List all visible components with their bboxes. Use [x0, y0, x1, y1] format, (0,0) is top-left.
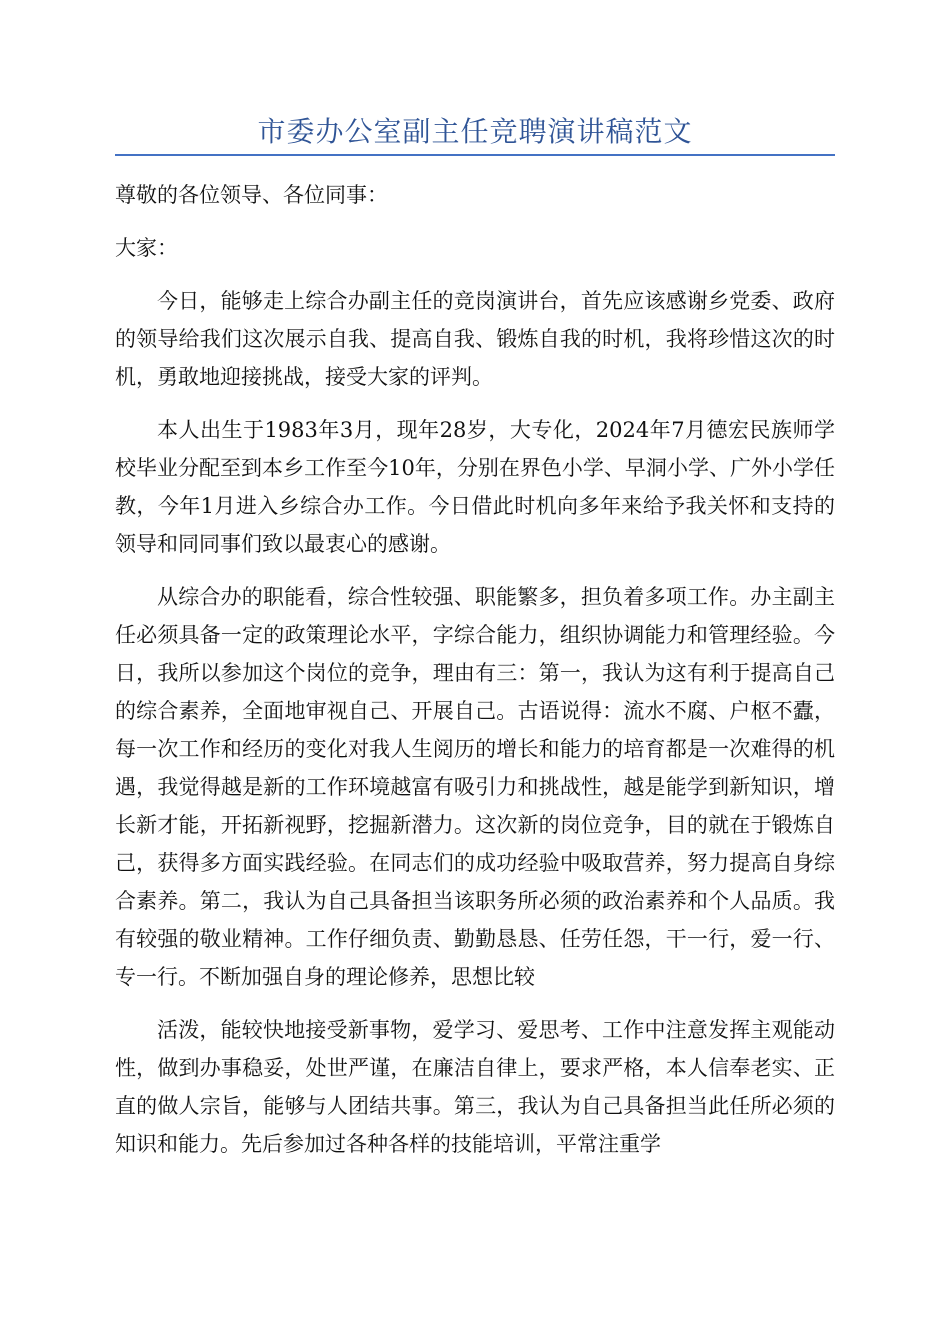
document-body: [115, 176, 835, 1178]
paragraph-reasons: 从综合办的职能看，综合性较强、职能繁多，担负着多项工作。办主副主任必须具备一定的政策理论水平，字综合能力，组织协调能力和管理经验。今日，我所以参加这个岗位的竞争，理由有三：第一，我认为这有利于提高自己的综合素养，全面地审视自己、开展自己。古语说得：流水不腐、户枢不蠹，每一次工作和经历的变化对我人生阅历的增长和能力的培育都是一次难得的机遇，我觉得越是新的工作环境越富有吸引力和挑战性，越是能学到新知识，增长新才能，开拓新视野，挖掘新潜力。这次新的岗位竞争，目的就在于锻炼自己，获得多方面实践经验。在同志们的成功经验中吸取营养，努力提高自身综合素养。第二，我认为自己具备担当该职务所必须的政治素养和个人品质。我有较强的敬业精神。工作仔细负责、勤勤恳恳、任劳任怨，干一行，爱一行、专一行。不断加强自身的理论修养，思想比较: [115, 585, 835, 989]
paragraph-background: 本人出生于1983年3月，现年28岁，大专化，2024年7月德宏民族师学校毕业分配至到本乡工作至今10年，分别在界色小学、早洞小学、广外小学任教，今年1月进入乡综合办工作。今日借此时机向多年来给予我关怀和支持的领导和同同事们致以最衷心的感谢。: [115, 418, 835, 556]
title-underline: [115, 154, 835, 156]
document-title: 市委办公室副主任竞聘演讲稿范文: [257, 115, 693, 148]
greeting: 大家：: [115, 236, 178, 260]
salutation: 尊敬的各位领导、各位同事：: [115, 183, 388, 207]
paragraph-continuation: 活泼，能较快地接受新事物，爱学习、爱思考、工作中注意发挥主观能动性，做到办事稳妥，处世严谨，在廉洁自律上，要求严格，本人信奉老实、正直的做人宗旨，能够与人团结共事。第三，我认为自己具备担当此任所必须的知识和能力。先后参加过各种各样的技能培训，平常注重学: [115, 1018, 835, 1156]
paragraph-opening: 今日，能够走上综合办副主任的竞岗演讲台，首先应该感谢乡党委、政府的领导给我们这次展示自我、提高自我、锻炼自我的时机，我将珍惜这次的时机，勇敢地迎接挑战，接受大家的评判。: [115, 289, 835, 389]
